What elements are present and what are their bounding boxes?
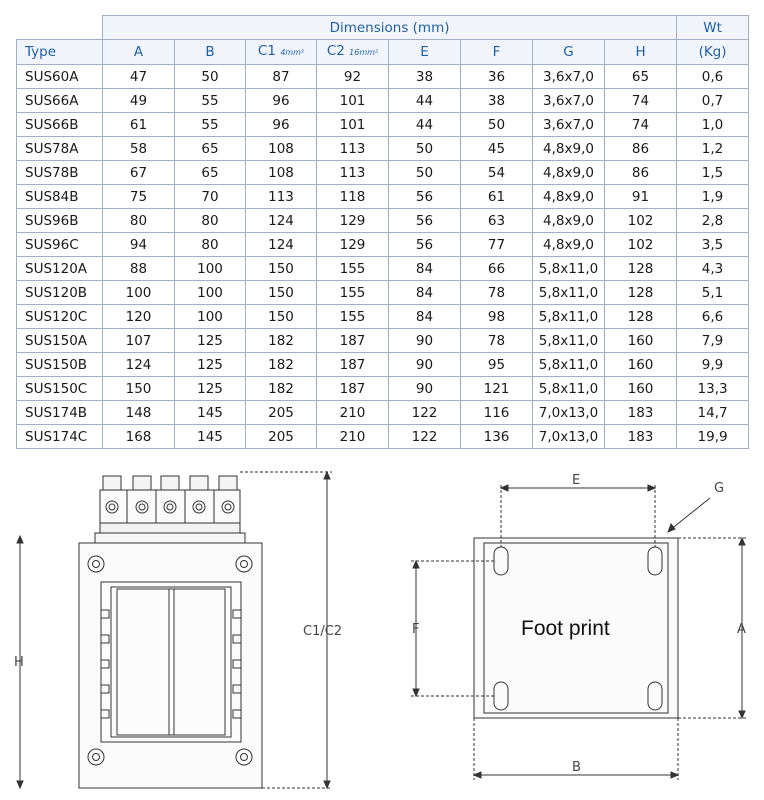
technical-drawings (0, 455, 764, 800)
value-cell: 65 (175, 161, 246, 185)
value-cell: 128 (605, 305, 677, 329)
table-row (17, 257, 749, 281)
value-cell: 155 (317, 305, 389, 329)
type-cell: SUS84B (17, 185, 103, 209)
value-cell: 145 (175, 401, 246, 425)
value-cell: 120 (103, 305, 175, 329)
value-cell: 58 (103, 137, 175, 161)
type-cell: SUS120B (17, 281, 103, 305)
value-cell: 1,9 (677, 185, 749, 209)
type-cell: SUS60A (17, 65, 103, 89)
table-row (17, 305, 749, 329)
table-row (17, 185, 749, 209)
value-cell: 84 (389, 257, 461, 281)
col-header-e: E (389, 40, 461, 65)
value-cell: 182 (246, 329, 317, 353)
table-body (17, 65, 749, 449)
value-cell: 19,9 (677, 425, 749, 449)
value-cell: 49 (103, 89, 175, 113)
value-cell: 66 (461, 257, 533, 281)
value-cell: 78 (461, 329, 533, 353)
value-cell: 54 (461, 161, 533, 185)
type-cell: SUS96C (17, 233, 103, 257)
table-row (17, 401, 749, 425)
value-cell: 183 (605, 401, 677, 425)
value-cell: 187 (317, 329, 389, 353)
front-view-drawing (17, 476, 262, 788)
value-cell: 187 (317, 377, 389, 401)
value-cell: 5,8x11,0 (533, 377, 605, 401)
value-cell: 108 (246, 161, 317, 185)
value-cell: 74 (605, 113, 677, 137)
table-row (17, 425, 749, 449)
value-cell: 5,8x11,0 (533, 353, 605, 377)
table-row (17, 137, 749, 161)
value-cell: 75 (103, 185, 175, 209)
type-cell: SUS150B (17, 353, 103, 377)
value-cell: 3,6x7,0 (533, 89, 605, 113)
value-cell: 129 (317, 209, 389, 233)
value-cell: 7,9 (677, 329, 749, 353)
value-cell: 80 (175, 209, 246, 233)
value-cell: 44 (389, 113, 461, 137)
value-cell: 100 (103, 281, 175, 305)
value-cell: 100 (175, 305, 246, 329)
value-cell: 13,3 (677, 377, 749, 401)
value-cell: 113 (317, 137, 389, 161)
value-cell: 210 (317, 401, 389, 425)
table-row (17, 161, 749, 185)
value-cell: 136 (461, 425, 533, 449)
col-header-c1-note: 4mm² (280, 48, 305, 57)
table-row (17, 209, 749, 233)
value-cell: 101 (317, 113, 389, 137)
value-cell: 56 (389, 185, 461, 209)
value-cell: 7,0x13,0 (533, 425, 605, 449)
value-cell: 92 (317, 65, 389, 89)
value-cell: 124 (246, 233, 317, 257)
value-cell: 101 (317, 89, 389, 113)
value-cell: 80 (103, 209, 175, 233)
value-cell: 125 (175, 329, 246, 353)
col-header-a: A (103, 40, 175, 65)
value-cell: 128 (605, 257, 677, 281)
value-cell: 90 (389, 353, 461, 377)
table-row (17, 329, 749, 353)
value-cell: 61 (461, 185, 533, 209)
value-cell: 1,2 (677, 137, 749, 161)
table-corner (17, 16, 103, 40)
value-cell: 50 (389, 161, 461, 185)
value-cell: 102 (605, 209, 677, 233)
value-cell: 84 (389, 281, 461, 305)
value-cell: 50 (461, 113, 533, 137)
value-cell: 9,9 (677, 353, 749, 377)
value-cell: 0,6 (677, 65, 749, 89)
col-header-g: G (533, 40, 605, 65)
value-cell: 4,3 (677, 257, 749, 281)
type-cell: SUS174C (17, 425, 103, 449)
value-cell: 125 (175, 377, 246, 401)
value-cell: 4,8x9,0 (533, 137, 605, 161)
value-cell: 6,6 (677, 305, 749, 329)
value-cell: 125 (175, 353, 246, 377)
value-cell: 86 (605, 161, 677, 185)
table-row (17, 113, 749, 137)
value-cell: 155 (317, 257, 389, 281)
footprint-title: Foot print (521, 617, 610, 640)
value-cell: 150 (246, 281, 317, 305)
table-row (17, 377, 749, 401)
value-cell: 122 (389, 425, 461, 449)
type-cell: SUS150A (17, 329, 103, 353)
value-cell: 56 (389, 209, 461, 233)
value-cell: 70 (175, 185, 246, 209)
value-cell: 98 (461, 305, 533, 329)
table-row (17, 65, 749, 89)
value-cell: 124 (103, 353, 175, 377)
value-cell: 55 (175, 113, 246, 137)
value-cell: 56 (389, 233, 461, 257)
footprint-g-label: G (714, 481, 725, 496)
value-cell: 74 (605, 89, 677, 113)
value-cell: 5,8x11,0 (533, 329, 605, 353)
type-cell: SUS78A (17, 137, 103, 161)
drawings-svg (0, 455, 764, 800)
value-cell: 5,8x11,0 (533, 257, 605, 281)
value-cell: 108 (246, 137, 317, 161)
value-cell: 61 (103, 113, 175, 137)
value-cell: 187 (317, 353, 389, 377)
value-cell: 100 (175, 257, 246, 281)
value-cell: 36 (461, 65, 533, 89)
value-cell: 160 (605, 329, 677, 353)
value-cell: 4,8x9,0 (533, 209, 605, 233)
value-cell: 107 (103, 329, 175, 353)
type-cell: SUS120A (17, 257, 103, 281)
value-cell: 4,8x9,0 (533, 161, 605, 185)
value-cell: 87 (246, 65, 317, 89)
value-cell: 124 (246, 209, 317, 233)
value-cell: 38 (389, 65, 461, 89)
type-cell: SUS150C (17, 377, 103, 401)
value-cell: 96 (246, 89, 317, 113)
value-cell: 65 (605, 65, 677, 89)
col-header-type: Type (17, 40, 103, 65)
table-row (17, 233, 749, 257)
value-cell: 45 (461, 137, 533, 161)
front-c-label: C1/C2 (303, 624, 343, 639)
value-cell: 1,5 (677, 161, 749, 185)
value-cell: 47 (103, 65, 175, 89)
value-cell: 5,8x11,0 (533, 305, 605, 329)
value-cell: 116 (461, 401, 533, 425)
col-header-c1-label: C1 (257, 43, 276, 59)
value-cell: 65 (175, 137, 246, 161)
footprint-f-label: F (412, 622, 420, 637)
value-cell: 3,5 (677, 233, 749, 257)
value-cell: 84 (389, 305, 461, 329)
type-cell: SUS78B (17, 161, 103, 185)
value-cell: 77 (461, 233, 533, 257)
value-cell: 2,8 (677, 209, 749, 233)
value-cell: 3,6x7,0 (533, 113, 605, 137)
col-header-c1 (246, 40, 317, 65)
value-cell: 67 (103, 161, 175, 185)
type-cell: SUS66A (17, 89, 103, 113)
col-header-b: B (175, 40, 246, 65)
col-header-kg: (Kg) (677, 40, 749, 65)
value-cell: 90 (389, 329, 461, 353)
footprint-e-label: E (572, 473, 581, 488)
type-cell: SUS66B (17, 113, 103, 137)
value-cell: 96 (246, 113, 317, 137)
value-cell: 113 (317, 161, 389, 185)
dimensions-group-header: Dimensions (mm) (103, 16, 677, 40)
value-cell: 55 (175, 89, 246, 113)
value-cell: 145 (175, 425, 246, 449)
value-cell: 100 (175, 281, 246, 305)
footprint-b-label: B (572, 760, 581, 775)
value-cell: 150 (103, 377, 175, 401)
value-cell: 1,0 (677, 113, 749, 137)
value-cell: 150 (246, 305, 317, 329)
value-cell: 50 (175, 65, 246, 89)
value-cell: 50 (389, 137, 461, 161)
table-row (17, 281, 749, 305)
col-header-c2-label: C2 (326, 43, 345, 59)
type-cell: SUS174B (17, 401, 103, 425)
weight-header: Wt (677, 16, 749, 40)
value-cell: 80 (175, 233, 246, 257)
table-row (17, 89, 749, 113)
type-cell: SUS120C (17, 305, 103, 329)
value-cell: 5,8x11,0 (533, 281, 605, 305)
value-cell: 210 (317, 425, 389, 449)
table-row (17, 353, 749, 377)
dimensions-table (16, 15, 749, 449)
front-h-label: H (14, 655, 24, 670)
value-cell: 182 (246, 377, 317, 401)
col-header-c2-note: 16mm² (349, 48, 379, 57)
value-cell: 63 (461, 209, 533, 233)
value-cell: 91 (605, 185, 677, 209)
value-cell: 44 (389, 89, 461, 113)
type-cell: SUS96B (17, 209, 103, 233)
value-cell: 150 (246, 257, 317, 281)
value-cell: 182 (246, 353, 317, 377)
value-cell: 14,7 (677, 401, 749, 425)
value-cell: 160 (605, 353, 677, 377)
value-cell: 38 (461, 89, 533, 113)
value-cell: 155 (317, 281, 389, 305)
value-cell: 205 (246, 401, 317, 425)
terminal-block (95, 476, 245, 543)
value-cell: 5,1 (677, 281, 749, 305)
col-header-h: H (605, 40, 677, 65)
value-cell: 102 (605, 233, 677, 257)
value-cell: 129 (317, 233, 389, 257)
value-cell: 122 (389, 401, 461, 425)
value-cell: 128 (605, 281, 677, 305)
value-cell: 86 (605, 137, 677, 161)
footprint-a-label: A (737, 622, 746, 637)
col-header-c2 (317, 40, 389, 65)
value-cell: 94 (103, 233, 175, 257)
value-cell: 78 (461, 281, 533, 305)
value-cell: 3,6x7,0 (533, 65, 605, 89)
value-cell: 113 (246, 185, 317, 209)
value-cell: 205 (246, 425, 317, 449)
value-cell: 88 (103, 257, 175, 281)
value-cell: 183 (605, 425, 677, 449)
value-cell: 168 (103, 425, 175, 449)
col-header-f: F (461, 40, 533, 65)
value-cell: 160 (605, 377, 677, 401)
value-cell: 4,8x9,0 (533, 233, 605, 257)
value-cell: 95 (461, 353, 533, 377)
value-cell: 118 (317, 185, 389, 209)
value-cell: 90 (389, 377, 461, 401)
value-cell: 0,7 (677, 89, 749, 113)
value-cell: 7,0x13,0 (533, 401, 605, 425)
value-cell: 121 (461, 377, 533, 401)
value-cell: 148 (103, 401, 175, 425)
value-cell: 4,8x9,0 (533, 185, 605, 209)
